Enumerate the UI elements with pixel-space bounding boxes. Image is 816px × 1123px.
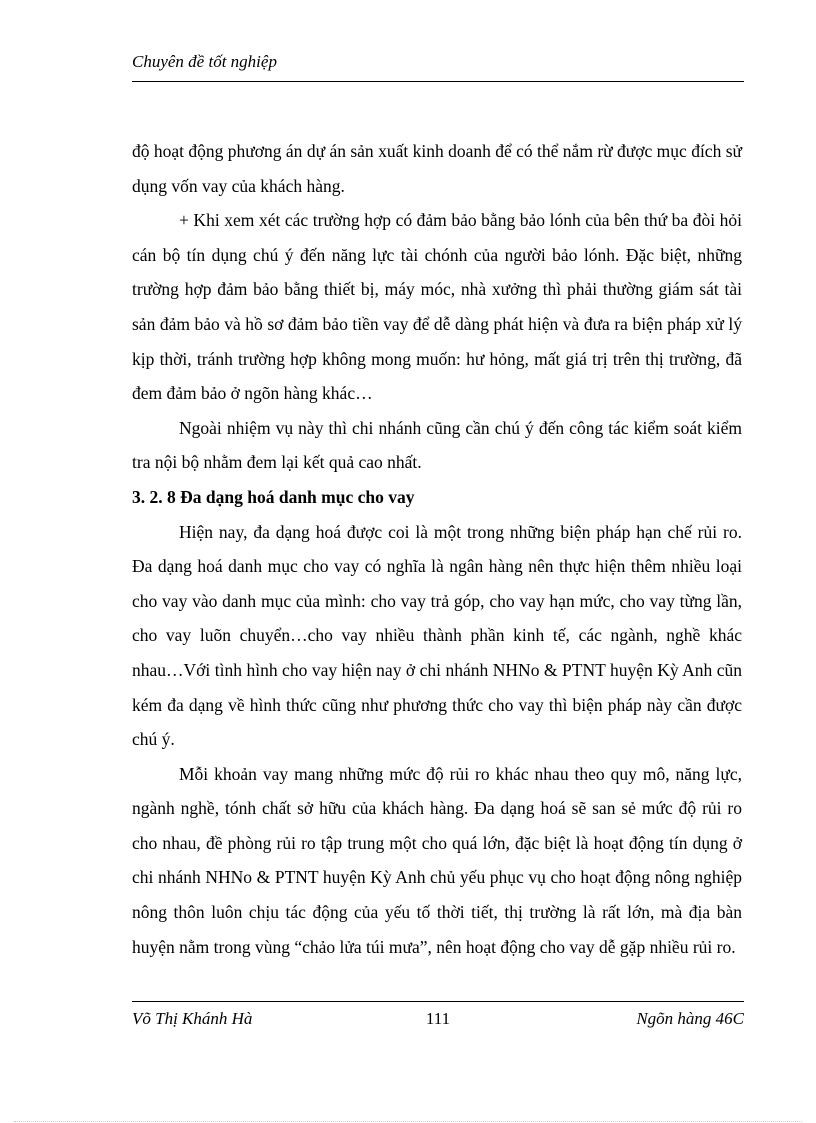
page-footer [132, 1009, 744, 1033]
body-paragraph-diversification: Hiện nay, đa dạng hoá được coi là một trong những biện pháp hạn chế rủi ro. Đa dạng hoá danh mục cho vay có nghĩa là ngân hàng nên thực hiện thêm nhiều loại cho vay vào danh mục của mình: cho vay trả góp, cho vay hạn mức, cho vay từng lần, cho vay luõn chuyển…cho vay nhiều thành phần kinh tế, các ngành, nghề khác nhau…Với tình hình cho vay hiện nay ở chi nhánh NHNo & PTNT huyện Kỳ Anh cũn kém đa dạng về hình thức cũng như phương thức cho vay thì biện pháp này cần được chú ý. [132, 521, 742, 750]
footer-divider [132, 1001, 744, 1002]
body-paragraph-guarantee: + Khi xem xét các trường hợp có đảm bảo bằng bảo lónh của bên thứ ba đòi hỏi cán bộ tín dụng chú ý đến năng lực tài chónh của người bảo lónh. Đặc biệt, những trường hợp đảm bảo bằng thiết bị, máy móc, nhà xưởng thì phải thường giám sát tài sản đảm bảo và hồ sơ đảm bảo tiền vay để dễ dàng phát hiện và đưa ra biện pháp xử lý kịp thời, tránh trường hợp không mong muốn: hư hỏng, mất giá trị trên thị trường, đã đem đảm bảo ở ngõn hàng khác… [132, 210, 742, 404]
page-bottom-border [14, 1121, 802, 1122]
footer-page-number: 111 [425, 1009, 451, 1028]
body-paragraph-internal-control: Ngoài nhiệm vụ này thì chi nhánh cũng cần chú ý đến công tác kiểm soát kiểm tra nội bộ nhằm đem lại kết quả cao nhất. [132, 417, 742, 473]
page-header-title: Chuyên đề tốt nghiệp [132, 52, 277, 71]
footer-author: Võ Thị Khánh Hà [132, 1009, 253, 1028]
body-paragraph-continuation: độ hoạt động phương án dự án sản xuất kinh doanh để có thể nắm rừ được mục đích sử dụng vốn vay của khách hàng. [132, 141, 742, 196]
body-paragraph-risk-levels: Mỗi khoản vay mang những mức độ rủi ro khác nhau theo quy mô, năng lực, ngành nghề, tónh chất sở hữu của khách hàng. Đa dạng hoá sẽ san sẻ mức độ rủi ro cho nhau, đề phòng rủi ro tập trung một cho quá lớn, đặc biệt là hoạt động tín dụng ở chi nhánh NHNo & PTNT huyện Kỳ Anh chủ yếu phục vụ cho hoạt động nông nghiệp nông thôn luôn chịu tác động của yếu tố thời tiết, thị trường là rất lớn, mà địa bàn huyện nằm trong vùng “chảo lửa túi mưa”, nên hoạt động cho vay dễ gặp nhiều rủi ro. [132, 763, 742, 957]
section-heading: 3. 2. 8 Đa dạng hoá danh mục cho vay [132, 486, 415, 507]
page-body [132, 134, 742, 964]
footer-class-name: Ngõn hàng 46C [636, 1009, 744, 1028]
header-divider [132, 81, 744, 82]
